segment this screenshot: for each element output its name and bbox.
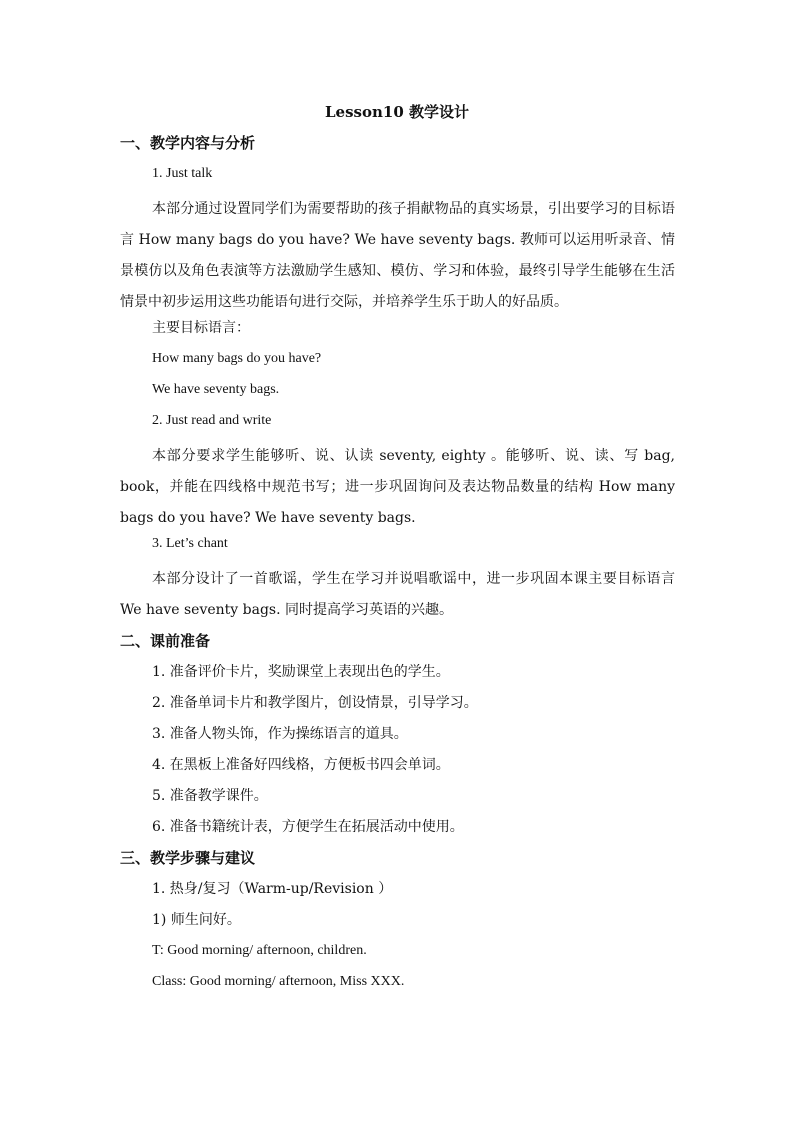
- document-body: [120, 132, 675, 1002]
- prep-item: 4. 在黑板上准备好四线格，方便板书四会单词。: [152, 757, 450, 773]
- prep-item: 1. 准备评价卡片，奖励课堂上表现出色的学生。: [152, 664, 450, 680]
- prep-item: 5. 准备教学课件。: [152, 788, 268, 804]
- prep-item: 2. 准备单词卡片和教学图片，创设情景，引导学习。: [152, 695, 478, 711]
- main-target-label: 主要目标语言：: [152, 320, 250, 336]
- step1-sub1: 1) 师生问好。: [152, 912, 241, 928]
- part2-title: 2. Just read and write: [152, 413, 272, 428]
- document-title: Lesson10 教学设计: [325, 103, 469, 121]
- section3-heading: 三、教学步骤与建议: [120, 849, 256, 867]
- target-sentence-2: We have seventy bags.: [152, 382, 280, 397]
- prep-item: 3. 准备人物头饰，作为操练语言的道具。: [152, 726, 408, 742]
- part2-paragraph: 本部分要求学生能够听、说、认读 seventy, eighty 。能够听、说、读、写 bag, book，并能在四线格中规范书写；进一步巩固询问及表达物品数量的结构 How many bags do you have? We have seventy bags.: [120, 448, 675, 526]
- dialog-line-teacher: T: Good morning/ afternoon, children.: [152, 943, 367, 958]
- part3-title: 3. Let’s chant: [152, 536, 228, 551]
- prep-item: 6. 准备书籍统计表，方便学生在拓展活动中使用。: [152, 819, 464, 835]
- step1-title: 1. 热身/复习（Warm-up/Revision ）: [152, 881, 393, 897]
- section1-heading: 一、教学内容与分析: [120, 134, 256, 152]
- part1-paragraph: 本部分通过设置同学们为需要帮助的孩子捐献物品的真实场景，引出要学习的目标语言 How many bags do you have? We have seventy bags. 教师可以运用听录音、情景模仿以及角色表演等方法激励学生感知、模仿、学习和体验，最终引导学生能够在生活情景中初步运用这些功能语句进行交际，并培养学生乐于助人的好品质。: [120, 201, 675, 310]
- section2-heading: 二、课前准备: [120, 632, 211, 650]
- dialog-line-class: Class: Good morning/ afternoon, Miss XXX.: [152, 974, 405, 989]
- part3-paragraph: 本部分设计了一首歌谣，学生在学习并说唱歌谣中，进一步巩固本课主要目标语言 We have seventy bags. 同时提高学习英语的兴趣。: [120, 571, 675, 618]
- target-sentence-1: How many bags do you have?: [152, 351, 322, 366]
- part1-title: 1. Just talk: [152, 166, 213, 181]
